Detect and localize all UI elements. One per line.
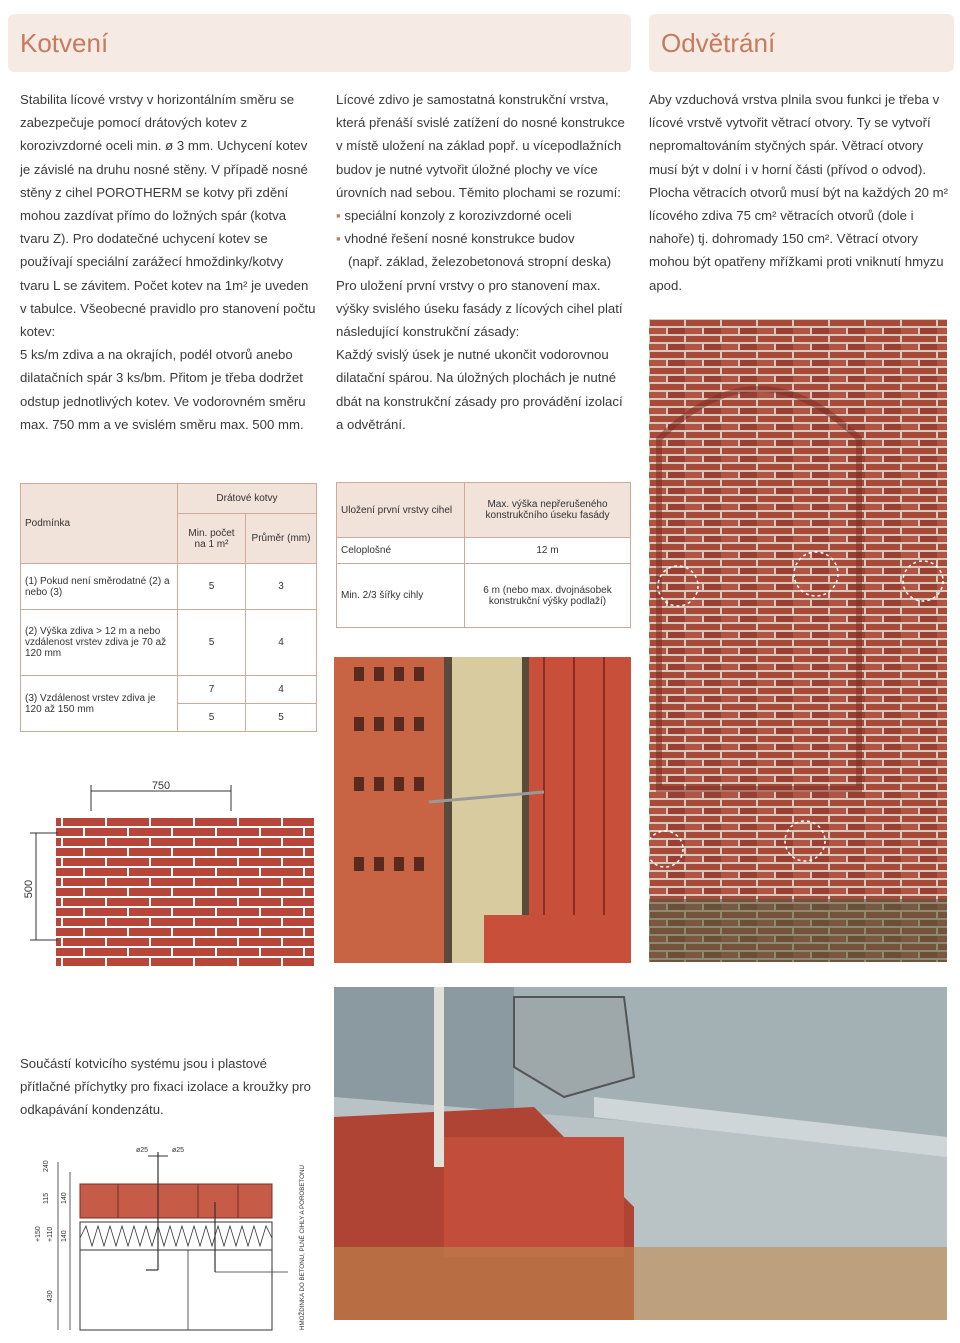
table-row: Min. 2/3 šířky cihly 6 m (nebo max. dvojnásobek konstrukční výšky podlaží)	[337, 564, 631, 628]
table-header: Min. počet na 1 m²	[178, 514, 246, 564]
caption: Součástí kotvicího systému jsou i plastové přítlačné příchytky pro fixaci izolace a kroužky pro odkapávání kondenzátu.	[20, 1056, 311, 1117]
facade-height-table	[336, 482, 631, 628]
table-header: Podmínka	[21, 484, 178, 564]
anchoring-text	[20, 88, 316, 436]
svg-text:ø25: ø25	[136, 1147, 149, 1154]
brick-wall	[56, 817, 314, 967]
table-row: Celoplošné 12 m	[337, 538, 631, 564]
section-header-odvetrani: Odvětrání	[649, 14, 954, 72]
section-header-kotveni: Kotvení	[8, 14, 631, 72]
svg-text:+150: +150	[35, 1226, 42, 1242]
svg-text:140: 140	[61, 1230, 68, 1242]
svg-text:+110: +110	[47, 1226, 54, 1242]
dimension-horizontal: 750	[151, 780, 171, 792]
brick-course	[80, 1184, 272, 1218]
table-row: 5 5	[21, 704, 317, 732]
paragraph: Stabilita lícové vrstvy v horizontálním směru se zabezpečuje pomocí drátových kotev z korozivzdorné oceli min. ø 3 mm. Uchycení kotev je závislé na druhu nosné stěny. V případě nosné stěny z cihel POROTHERM se kotvy při zdění mohou zazdívat přímo do ložných spár (kotva tvaru Z). Pro dodatečné uchycení kotev se používají speciální zarážecí hmoždinky/kotvy tvaru L se závitem. Počet kotev na 1m² je uveden v tabulce. Všeobecné pravidlo pro stanovení počtu kotev:	[20, 92, 316, 340]
load-bearing-wall	[80, 1250, 272, 1330]
paragraph: Každý svislý úsek je nutné ukončit vodorovnou dilatační spárou. Na úložných plochách je nutné dbát na konstrukční zásady pro provádění izolací a odvětrání.	[336, 347, 623, 432]
dimension-vertical: 500	[23, 879, 35, 899]
table-row: (2) Výška zdiva > 12 m a nebo vzdálenost vrstev zdiva je 70 až 120 mm 5 4	[21, 610, 317, 676]
svg-text:115: 115	[43, 1192, 50, 1204]
bullet-icon: ▪	[336, 208, 341, 224]
photo-brick-wall-ventilation	[649, 319, 947, 962]
bullet-item: ▪ vhodné řešení nosné konstrukce budov	[336, 231, 575, 247]
table-header: Uložení první vrstvy cihel	[337, 483, 465, 538]
paragraph: Aby vzduchová vrstva plnila svou funkci je třeba v lícové vrstvě vytvořit větrací otvory. Ty se vytvoří nepromaltováním styčných spár. Větrací otvory musí být v dolní i v horní části (přívod o odvod). Plocha větracích otvorů musí být na každých 20 m² lícového zdiva 75 cm² větracích otvorů (dole i nahoře) tj. dohromady 150 cm². Větrací otvory mohou být opatřeny mřížkami proti vniknutí hmyzu apod.	[649, 92, 949, 293]
svg-text:140: 140	[61, 1192, 68, 1204]
svg-text:430: 430	[47, 1290, 54, 1302]
table-header: Max. výška nepřerušeného konstrukčního úseku fasády	[465, 483, 631, 538]
svg-text:ø25: ø25	[172, 1147, 185, 1154]
bullet-note: (např. základ, železobetonová stropní deska)	[348, 254, 612, 270]
table-header: Drátové kotvy	[178, 484, 317, 514]
bullet-item: ▪ speciální konzoly z korozivzdorné oceli	[336, 208, 572, 224]
support-text	[336, 88, 632, 436]
anchor-count-table	[20, 483, 317, 732]
bullet-icon: ▪	[336, 231, 341, 247]
photo-steel-bracket	[334, 987, 947, 1320]
dowel-note: HMOŽDINKA DO BETONU, PLNÉ CIHLY A POROBETONU	[299, 1165, 306, 1330]
paragraph: Lícové zdivo je samostatná konstrukční vrstva, která přenáší svislé zatížení do nosné konstrukce v místě uložení na základ popř. u vícepodlažních budov je nutné vytvořit úložné plochy ve více úrovních nad sebou. Těmito plochami se rozumí:	[336, 92, 625, 200]
ventilation-text	[649, 88, 949, 297]
photo-anchors-in-masonry	[334, 657, 631, 963]
anchor-spacing-drawing	[18, 777, 318, 969]
paragraph: 5 ks/m zdiva a na okrajích, podél otvorů anebo dilatačních spár 3 ks/bm. Přitom je třeba dodržet odstup jednotlivých kotev. Ve vodorovném směru max. 750 mm a ve svislém směru max. 500 mm.	[20, 347, 306, 432]
paragraph: Pro uložení první vrstvy o pro stanovení max. výšky svislého úseku fasády z lícových cihel platí následující konstrukční zásady:	[336, 277, 623, 340]
table-row: (3) Vzdálenost vrstev zdiva je 120 až 150 mm 7 4	[21, 676, 317, 704]
table-row: (1) Pokud není směrodatné (2) a nebo (3) 5 3	[21, 564, 317, 610]
svg-text:240: 240	[43, 1160, 50, 1172]
section-drawing	[18, 1142, 318, 1332]
table-header: Průměr (mm)	[246, 514, 317, 564]
